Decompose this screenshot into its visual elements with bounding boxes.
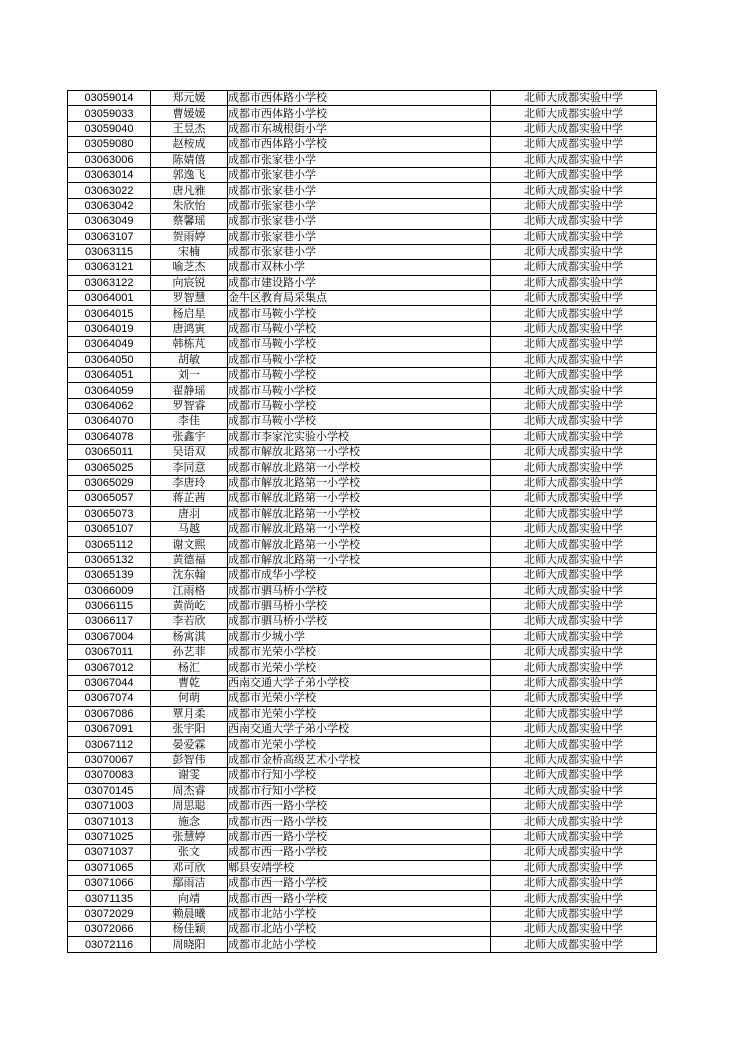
student-id-cell: 03063121 — [68, 260, 151, 275]
admitted-school-cell: 北师大成都实验中学 — [491, 260, 657, 275]
admitted-school-cell: 北师大成都实验中学 — [491, 383, 657, 398]
student-name-cell: 周思聪 — [151, 798, 228, 813]
student-name-cell: 曹媛媛 — [151, 106, 228, 121]
table-row — [68, 121, 657, 136]
student-name-cell: 王昱杰 — [151, 121, 228, 136]
admitted-school-cell: 北师大成都实验中学 — [491, 491, 657, 506]
admitted-school-cell: 北师大成都实验中学 — [491, 244, 657, 259]
table-row — [68, 614, 657, 629]
admitted-school-cell: 北师大成都实验中学 — [491, 229, 657, 244]
school-cell: 成都市光荣小学校 — [228, 645, 491, 660]
table-row — [68, 475, 657, 490]
student-name-cell: 赖晨曦 — [151, 906, 228, 921]
student-name-cell: 蔡馨瑶 — [151, 214, 228, 229]
school-cell: 成都市李家沱实验小学校 — [228, 429, 491, 444]
admitted-school-cell: 北师大成都实验中学 — [491, 398, 657, 413]
admitted-school-cell: 北师大成都实验中学 — [491, 444, 657, 459]
student-name-cell: 彭智伟 — [151, 752, 228, 767]
student-name-cell: 杨汇 — [151, 660, 228, 675]
table-row — [68, 660, 657, 675]
roster-table — [67, 90, 657, 953]
table-row — [68, 275, 657, 290]
school-cell: 成都市驷马桥小学校 — [228, 598, 491, 613]
admitted-school-cell: 北师大成都实验中学 — [491, 722, 657, 737]
school-cell: 成都市解放北路第一小学校 — [228, 521, 491, 536]
student-id-cell: 03063022 — [68, 183, 151, 198]
school-cell: 成都市马鞍小学校 — [228, 352, 491, 367]
table-row — [68, 321, 657, 336]
school-cell: 成都市西一路小学校 — [228, 845, 491, 860]
admitted-school-cell: 北师大成都实验中学 — [491, 906, 657, 921]
school-cell: 成都市张家巷小学 — [228, 167, 491, 182]
table-row — [68, 414, 657, 429]
table-row — [68, 891, 657, 906]
table-row — [68, 937, 657, 952]
school-cell: 成都市张家巷小学 — [228, 229, 491, 244]
admitted-school-cell: 北师大成都实验中学 — [491, 352, 657, 367]
student-name-cell: 覃月柔 — [151, 706, 228, 721]
table-row — [68, 137, 657, 152]
student-id-cell: 03063014 — [68, 167, 151, 182]
table-row — [68, 429, 657, 444]
student-id-cell: 03063107 — [68, 229, 151, 244]
table-row — [68, 167, 657, 182]
student-id-cell: 03071025 — [68, 829, 151, 844]
school-cell: 成都市解放北路第一小学校 — [228, 506, 491, 521]
table-row — [68, 521, 657, 536]
table-row — [68, 906, 657, 921]
admitted-school-cell: 北师大成都实验中学 — [491, 798, 657, 813]
student-id-cell: 03063122 — [68, 275, 151, 290]
table-row — [68, 829, 657, 844]
admitted-school-cell: 北师大成都实验中学 — [491, 737, 657, 752]
student-name-cell: 黄德福 — [151, 552, 228, 567]
table-row — [68, 260, 657, 275]
school-cell: 成都市西一路小学校 — [228, 814, 491, 829]
table-row — [68, 675, 657, 690]
student-id-cell: 03071135 — [68, 891, 151, 906]
student-name-cell: 马越 — [151, 521, 228, 536]
admitted-school-cell: 北师大成都实验中学 — [491, 460, 657, 475]
student-id-cell: 03064070 — [68, 414, 151, 429]
student-name-cell: 李若欣 — [151, 614, 228, 629]
admitted-school-cell: 北师大成都实验中学 — [491, 106, 657, 121]
student-name-cell: 江雨格 — [151, 583, 228, 598]
table-row — [68, 460, 657, 475]
admitted-school-cell: 北师大成都实验中学 — [491, 537, 657, 552]
table-row — [68, 183, 657, 198]
table-row — [68, 629, 657, 644]
school-cell: 成都市北站小学校 — [228, 906, 491, 921]
school-cell: 成都市马鞍小学校 — [228, 414, 491, 429]
admitted-school-cell: 北师大成都实验中学 — [491, 552, 657, 567]
school-cell: 成都市马鞍小学校 — [228, 321, 491, 336]
school-cell: 成都市成华小学校 — [228, 568, 491, 583]
school-cell: 金牛区教育局采集点 — [228, 291, 491, 306]
table-row — [68, 706, 657, 721]
school-cell: 成都市金桥高级艺术小学校 — [228, 752, 491, 767]
student-name-cell: 郭逸飞 — [151, 167, 228, 182]
student-name-cell: 翟静瑶 — [151, 383, 228, 398]
student-name-cell: 孙艺菲 — [151, 645, 228, 660]
student-name-cell: 陈婧僖 — [151, 152, 228, 167]
table-row — [68, 152, 657, 167]
roster-body — [68, 91, 657, 953]
table-row — [68, 352, 657, 367]
student-name-cell: 杨佳颖 — [151, 922, 228, 937]
admitted-school-cell: 北师大成都实验中学 — [491, 675, 657, 690]
school-cell: 成都市驷马桥小学校 — [228, 583, 491, 598]
student-name-cell: 罗智睿 — [151, 398, 228, 413]
admitted-school-cell: 北师大成都实验中学 — [491, 814, 657, 829]
school-cell: 成都市西一路小学校 — [228, 891, 491, 906]
admitted-school-cell: 北师大成都实验中学 — [491, 860, 657, 875]
student-name-cell: 张文 — [151, 845, 228, 860]
student-name-cell: 李同意 — [151, 460, 228, 475]
student-id-cell: 03066009 — [68, 583, 151, 598]
student-id-cell: 03059014 — [68, 91, 151, 106]
student-name-cell: 刘一 — [151, 368, 228, 383]
student-name-cell: 张鑫宇 — [151, 429, 228, 444]
table-row — [68, 229, 657, 244]
student-id-cell: 03071013 — [68, 814, 151, 829]
table-row — [68, 798, 657, 813]
student-name-cell: 张宇阳 — [151, 722, 228, 737]
school-cell: 成都市解放北路第一小学校 — [228, 460, 491, 475]
student-name-cell: 朱欣怡 — [151, 198, 228, 213]
table-row — [68, 337, 657, 352]
student-name-cell: 沈东翰 — [151, 568, 228, 583]
admitted-school-cell: 北师大成都实验中学 — [491, 706, 657, 721]
student-id-cell: 03064015 — [68, 306, 151, 321]
student-name-cell: 蒋芷茜 — [151, 491, 228, 506]
admitted-school-cell: 北师大成都实验中学 — [491, 614, 657, 629]
student-name-cell: 曹乾 — [151, 675, 228, 690]
school-cell: 成都市解放北路第一小学校 — [228, 491, 491, 506]
admitted-school-cell: 北师大成都实验中学 — [491, 475, 657, 490]
student-name-cell: 杨启星 — [151, 306, 228, 321]
student-id-cell: 03067074 — [68, 691, 151, 706]
admitted-school-cell: 北师大成都实验中学 — [491, 891, 657, 906]
student-id-cell: 03071065 — [68, 860, 151, 875]
school-cell: 成都市解放北路第一小学校 — [228, 552, 491, 567]
school-cell: 成都市西一路小学校 — [228, 829, 491, 844]
student-id-cell: 03066115 — [68, 598, 151, 613]
table-row — [68, 752, 657, 767]
table-row — [68, 368, 657, 383]
student-id-cell: 03067091 — [68, 722, 151, 737]
admitted-school-cell: 北师大成都实验中学 — [491, 183, 657, 198]
student-id-cell: 03064062 — [68, 398, 151, 413]
school-cell: 成都市北站小学校 — [228, 937, 491, 952]
student-name-cell: 向靖 — [151, 891, 228, 906]
table-row — [68, 214, 657, 229]
student-name-cell: 唐鸿寅 — [151, 321, 228, 336]
student-name-cell: 郑元媛 — [151, 91, 228, 106]
school-cell: 成都市东城根街小学 — [228, 121, 491, 136]
admitted-school-cell: 北师大成都实验中学 — [491, 583, 657, 598]
admitted-school-cell: 北师大成都实验中学 — [491, 768, 657, 783]
table-row — [68, 291, 657, 306]
school-cell: 成都市西体路小学校 — [228, 106, 491, 121]
table-row — [68, 737, 657, 752]
student-id-cell: 03065073 — [68, 506, 151, 521]
student-id-cell: 03065011 — [68, 444, 151, 459]
admitted-school-cell: 北师大成都实验中学 — [491, 214, 657, 229]
student-name-cell: 鄢雨洁 — [151, 875, 228, 890]
school-cell: 成都市光荣小学校 — [228, 706, 491, 721]
admitted-school-cell: 北师大成都实验中学 — [491, 521, 657, 536]
school-cell: 成都市北站小学校 — [228, 922, 491, 937]
student-name-cell: 李唐玲 — [151, 475, 228, 490]
student-id-cell: 03059040 — [68, 121, 151, 136]
table-row — [68, 860, 657, 875]
school-cell: 成都市张家巷小学 — [228, 214, 491, 229]
admitted-school-cell: 北师大成都实验中学 — [491, 752, 657, 767]
student-id-cell: 03065132 — [68, 552, 151, 567]
admitted-school-cell: 北师大成都实验中学 — [491, 291, 657, 306]
table-row — [68, 244, 657, 259]
student-id-cell: 03065025 — [68, 460, 151, 475]
table-row — [68, 845, 657, 860]
student-name-cell: 周杰睿 — [151, 783, 228, 798]
student-id-cell: 03067004 — [68, 629, 151, 644]
school-cell: 成都市光荣小学校 — [228, 737, 491, 752]
school-cell: 成都市行知小学校 — [228, 768, 491, 783]
student-name-cell: 贺雨婷 — [151, 229, 228, 244]
school-cell: 成都市马鞍小学校 — [228, 383, 491, 398]
admitted-school-cell: 北师大成都实验中学 — [491, 645, 657, 660]
school-cell: 成都市光荣小学校 — [228, 660, 491, 675]
admitted-school-cell: 北师大成都实验中学 — [491, 137, 657, 152]
student-id-cell: 03072066 — [68, 922, 151, 937]
school-cell: 郫县安靖学校 — [228, 860, 491, 875]
student-name-cell: 谢雯 — [151, 768, 228, 783]
student-name-cell: 邓可欣 — [151, 860, 228, 875]
table-row — [68, 814, 657, 829]
student-name-cell: 唐羽 — [151, 506, 228, 521]
admitted-school-cell: 北师大成都实验中学 — [491, 321, 657, 336]
student-name-cell: 赵桉成 — [151, 137, 228, 152]
student-id-cell: 03065107 — [68, 521, 151, 536]
admitted-school-cell: 北师大成都实验中学 — [491, 368, 657, 383]
student-id-cell: 03064050 — [68, 352, 151, 367]
student-id-cell: 03063049 — [68, 214, 151, 229]
school-cell: 成都市少城小学 — [228, 629, 491, 644]
admitted-school-cell: 北师大成都实验中学 — [491, 875, 657, 890]
admitted-school-cell: 北师大成都实验中学 — [491, 829, 657, 844]
student-name-cell: 张慧婷 — [151, 829, 228, 844]
student-id-cell: 03064001 — [68, 291, 151, 306]
school-cell: 成都市马鞍小学校 — [228, 306, 491, 321]
student-name-cell: 宋楠 — [151, 244, 228, 259]
student-id-cell: 03065112 — [68, 537, 151, 552]
admitted-school-cell: 北师大成都实验中学 — [491, 198, 657, 213]
table-row — [68, 598, 657, 613]
student-name-cell: 李佳 — [151, 414, 228, 429]
table-row — [68, 91, 657, 106]
student-id-cell: 03066117 — [68, 614, 151, 629]
table-row — [68, 875, 657, 890]
school-cell: 成都市行知小学校 — [228, 783, 491, 798]
school-cell: 西南交通大学子弟小学校 — [228, 722, 491, 737]
table-row — [68, 106, 657, 121]
school-cell: 成都市双林小学 — [228, 260, 491, 275]
student-id-cell: 03071037 — [68, 845, 151, 860]
student-name-cell: 韩栋芃 — [151, 337, 228, 352]
student-name-cell: 黄尚屹 — [151, 598, 228, 613]
student-id-cell: 03063115 — [68, 244, 151, 259]
student-id-cell: 03064078 — [68, 429, 151, 444]
student-id-cell: 03059033 — [68, 106, 151, 121]
school-cell: 成都市张家巷小学 — [228, 244, 491, 259]
student-id-cell: 03070145 — [68, 783, 151, 798]
admitted-school-cell: 北师大成都实验中学 — [491, 568, 657, 583]
student-id-cell: 03064019 — [68, 321, 151, 336]
student-id-cell: 03063042 — [68, 198, 151, 213]
school-cell: 成都市光荣小学校 — [228, 691, 491, 706]
student-id-cell: 03071003 — [68, 798, 151, 813]
student-id-cell: 03067044 — [68, 675, 151, 690]
student-name-cell: 吴语双 — [151, 444, 228, 459]
table-row — [68, 552, 657, 567]
student-id-cell: 03071066 — [68, 875, 151, 890]
student-id-cell: 03070083 — [68, 768, 151, 783]
student-id-cell: 03064051 — [68, 368, 151, 383]
admitted-school-cell: 北师大成都实验中学 — [491, 783, 657, 798]
admitted-school-cell: 北师大成都实验中学 — [491, 629, 657, 644]
student-id-cell: 03063006 — [68, 152, 151, 167]
admitted-school-cell: 北师大成都实验中学 — [491, 414, 657, 429]
table-row — [68, 491, 657, 506]
school-cell: 成都市解放北路第一小学校 — [228, 444, 491, 459]
admitted-school-cell: 北师大成都实验中学 — [491, 152, 657, 167]
table-row — [68, 506, 657, 521]
school-cell: 成都市张家巷小学 — [228, 198, 491, 213]
school-cell: 成都市马鞍小学校 — [228, 398, 491, 413]
student-id-cell: 03067112 — [68, 737, 151, 752]
school-cell: 成都市马鞍小学校 — [228, 337, 491, 352]
student-id-cell: 03065057 — [68, 491, 151, 506]
admitted-school-cell: 北师大成都实验中学 — [491, 691, 657, 706]
student-name-cell: 胡敏 — [151, 352, 228, 367]
admitted-school-cell: 北师大成都实验中学 — [491, 429, 657, 444]
student-name-cell: 何萌 — [151, 691, 228, 706]
admitted-school-cell: 北师大成都实验中学 — [491, 121, 657, 136]
student-name-cell: 唐凡雅 — [151, 183, 228, 198]
student-id-cell: 03070067 — [68, 752, 151, 767]
student-id-cell: 03064059 — [68, 383, 151, 398]
student-name-cell: 晏爱霖 — [151, 737, 228, 752]
school-cell: 成都市建设路小学 — [228, 275, 491, 290]
student-id-cell: 03067012 — [68, 660, 151, 675]
admitted-school-cell: 北师大成都实验中学 — [491, 937, 657, 952]
table-row — [68, 768, 657, 783]
school-cell: 成都市张家巷小学 — [228, 152, 491, 167]
school-cell: 成都市驷马桥小学校 — [228, 614, 491, 629]
student-id-cell: 03072116 — [68, 937, 151, 952]
admitted-school-cell: 北师大成都实验中学 — [491, 306, 657, 321]
table-row — [68, 444, 657, 459]
admitted-school-cell: 北师大成都实验中学 — [491, 337, 657, 352]
school-cell: 成都市西一路小学校 — [228, 798, 491, 813]
table-row — [68, 922, 657, 937]
school-cell: 西南交通大学子弟小学校 — [228, 675, 491, 690]
table-row — [68, 783, 657, 798]
admitted-school-cell: 北师大成都实验中学 — [491, 660, 657, 675]
student-id-cell: 03065029 — [68, 475, 151, 490]
admitted-school-cell: 北师大成都实验中学 — [491, 506, 657, 521]
student-name-cell: 罗智慧 — [151, 291, 228, 306]
table-row — [68, 722, 657, 737]
student-name-cell: 谢文熙 — [151, 537, 228, 552]
admitted-school-cell: 北师大成都实验中学 — [491, 275, 657, 290]
table-row — [68, 645, 657, 660]
student-name-cell: 喻芝杰 — [151, 260, 228, 275]
table-row — [68, 306, 657, 321]
table-row — [68, 537, 657, 552]
school-cell: 成都市马鞍小学校 — [228, 368, 491, 383]
admitted-school-cell: 北师大成都实验中学 — [491, 845, 657, 860]
student-name-cell: 施念 — [151, 814, 228, 829]
admitted-school-cell: 北师大成都实验中学 — [491, 598, 657, 613]
table-row — [68, 691, 657, 706]
student-id-cell: 03067011 — [68, 645, 151, 660]
admitted-school-cell: 北师大成都实验中学 — [491, 922, 657, 937]
table-row — [68, 383, 657, 398]
school-cell: 成都市解放北路第一小学校 — [228, 475, 491, 490]
student-id-cell: 03059080 — [68, 137, 151, 152]
table-row — [68, 398, 657, 413]
admitted-school-cell: 北师大成都实验中学 — [491, 167, 657, 182]
school-cell: 成都市西体路小学校 — [228, 137, 491, 152]
student-name-cell: 周晓阳 — [151, 937, 228, 952]
student-name-cell: 向宸锐 — [151, 275, 228, 290]
student-id-cell: 03067086 — [68, 706, 151, 721]
student-id-cell: 03065139 — [68, 568, 151, 583]
table-row — [68, 568, 657, 583]
student-id-cell: 03072029 — [68, 906, 151, 921]
school-cell: 成都市西体路小学校 — [228, 91, 491, 106]
admitted-school-cell: 北师大成都实验中学 — [491, 91, 657, 106]
table-row — [68, 198, 657, 213]
table-row — [68, 583, 657, 598]
student-id-cell: 03064049 — [68, 337, 151, 352]
student-name-cell: 杨寓淇 — [151, 629, 228, 644]
school-cell: 成都市张家巷小学 — [228, 183, 491, 198]
school-cell: 成都市西一路小学校 — [228, 875, 491, 890]
school-cell: 成都市解放北路第一小学校 — [228, 537, 491, 552]
